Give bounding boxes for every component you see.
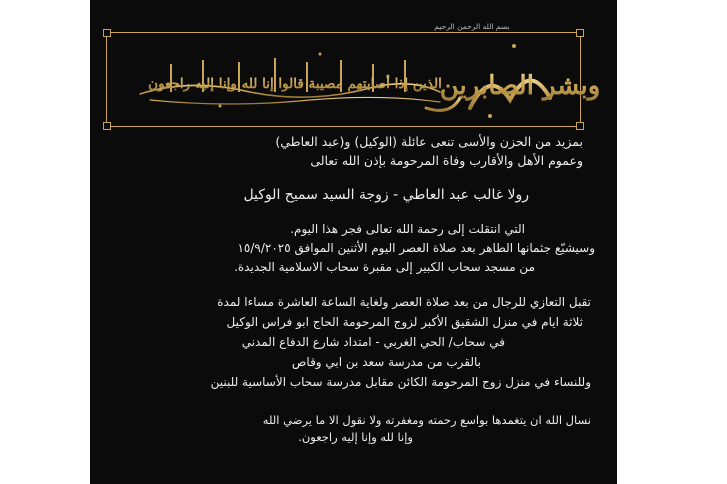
quran-verse-calligraphy xyxy=(110,38,601,122)
announcement-line: وعموم الأهل والأقارب وفاة المرحومة بإذن الله تعالى xyxy=(310,153,583,168)
closing-block xyxy=(263,412,591,446)
condolences-line: وللنساء في منزل زوج المرحومة الكائن مقابل مدرسة سحاب الأساسية للبنين xyxy=(210,375,591,389)
funeral-block xyxy=(234,220,595,277)
funeral-line: من مسجد سحاب الكبير إلى مقبرة سحاب الاسلامية الجديدة. xyxy=(234,260,535,274)
frame-corner-ornament xyxy=(103,29,111,37)
frame-corner-ornament xyxy=(576,122,584,130)
verse-right-text: وبشر الصابرين xyxy=(439,71,601,101)
verse-main-text: الذين إذا أصابتهم مصيبة قالوا إنا لله وإنا إليه راجعون xyxy=(148,76,442,92)
obituary-card xyxy=(90,0,617,484)
deceased-name: رولا غالب عبد العاطي - زوجة السيد سميح الوكيل xyxy=(243,187,529,203)
announcement-block xyxy=(275,132,583,170)
frame-corner-ornament xyxy=(103,122,111,130)
closing-line: نسال الله ان يتغمدها بواسع رحمته ومغفرته ولا نقول الا ما يرضي الله xyxy=(262,413,591,427)
announcement-line: بمزيد من الحزن والأسى تنعى عائلة (الوكيل) و(عبد العاطي) xyxy=(275,134,583,149)
basmala-text: بسم الله الرحمن الرحيم xyxy=(434,22,510,31)
condolences-block xyxy=(211,292,591,392)
condolences-line: في سحاب/ الحي الغربي - امتداد شارع الدفاع المدني xyxy=(241,335,505,349)
funeral-line: التي انتقلت إلى رحمة الله تعالى فجر هذا اليوم. xyxy=(290,222,525,236)
funeral-line: وسيشيّع جثمانها الطاهر بعد صلاة العصر اليوم الأثنين الموافق ١٥/٩/٢٠٢٥ xyxy=(237,241,595,255)
closing-line: وإنا لله وإنا إليه راجعون. xyxy=(298,430,413,444)
condolences-line: ثلاثة ايام في منزل الشقيق الأكبر لزوج المرحومة الحاج ابو فراس الوكيل xyxy=(226,315,583,329)
condolences-line: بالقرب من مدرسة سعد بن ابي وقاص xyxy=(291,355,481,369)
frame-corner-ornament xyxy=(576,29,584,37)
condolences-line: تقبل التعازي للرجال من بعد صلاة العصر ولغاية الساعة العاشرة مساءا لمدة xyxy=(217,295,591,309)
